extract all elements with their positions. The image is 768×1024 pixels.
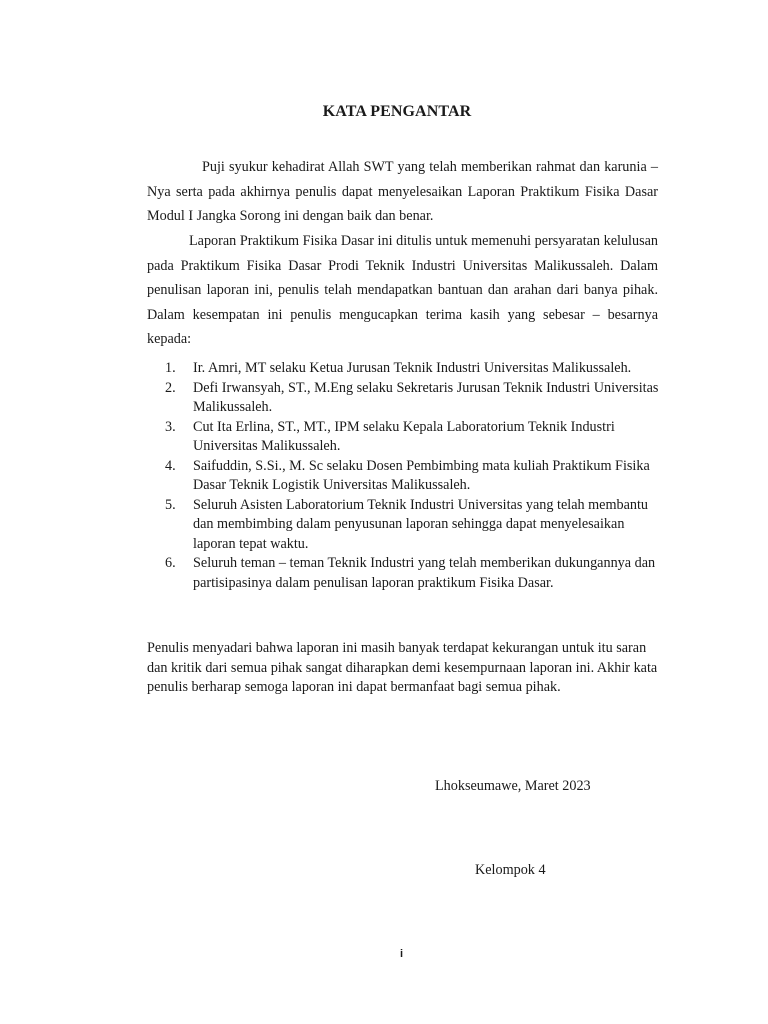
list-item-text: Ir. Amri, MT selaku Ketua Jurusan Teknik Industri Universitas Malikussaleh. — [193, 360, 632, 376]
acknowledgement-list — [165, 359, 665, 593]
list-item-number: 5. — [165, 496, 176, 513]
list-item-text: Seluruh teman – teman Teknik Industri yang telah memberikan dukungannya dan partisipasinya dalam penulisan laporan praktikum Fisika Dasar. — [193, 555, 656, 591]
list-item-text: Saifuddin, S.Si., M. Sc selaku Dosen Pembimbing mata kuliah Praktikum Fisika Dasar Teknik Logistik Universitas Malikussaleh. — [193, 457, 650, 493]
list-item — [165, 554, 665, 593]
list-item-number: 1. — [165, 360, 176, 376]
place-date: Lhokseumawe, Maret 2023 — [435, 778, 591, 794]
paragraph-intro: Puji syukur kehadirat Allah SWT yang telah memberikan rahmat dan karunia – Nya serta pada akhirnya penulis dapat menyelesaikan Laporan Praktikum Fisika Dasar Modul I Jangka Sorong ini dengan baik dan benar. — [147, 159, 658, 224]
page-number: i — [400, 948, 404, 960]
list-item — [165, 496, 665, 555]
list-item-text: Cut Ita Erlina, ST., MT., IPM selaku Kepala Laboratorium Teknik Industri Universitas Malikussaleh. — [193, 418, 615, 454]
signer-name: Kelompok 4 — [475, 862, 546, 878]
paragraph-purpose: Laporan Praktikum Fisika Dasar ini ditulis untuk memenuhi persyaratan kelulusan pada Praktikum Fisika Dasar Prodi Teknik Industri Universitas Malikussaleh. Dalam penulisan laporan ini, penulis telah mendapatkan bantuan dan arahan dari banya pihak. Dalam kesempatan ini penulis mengucapkan terima kasih yang sebesar – besarnya kepada: — [147, 233, 658, 347]
page-title — [0, 103, 768, 121]
list-item-text: Defi Irwansyah, ST., M.Eng selaku Sekretaris Jurusan Teknik Industri Universitas Malikussaleh. — [193, 379, 659, 415]
list-item — [165, 379, 665, 418]
list-item — [165, 359, 665, 379]
list-item-number: 6. — [165, 555, 176, 571]
page-title-text: KATA PENGANTAR — [322, 103, 472, 120]
paragraph-closing: Penulis menyadari bahwa laporan ini masih banyak terdapat kekurangan untuk itu saran dan kritik dari semua pihak sangat diharapkan demi kesempurnaan laporan ini. Akhir kata penulis berharap semoga laporan ini dapat bermanfaat bagi semua pihak. — [147, 640, 658, 695]
list-item — [165, 457, 665, 496]
list-item-number: 2. — [165, 379, 176, 396]
list-item-text: Seluruh Asisten Laboratorium Teknik Industri Universitas yang telah membantu dan membimbing dalam penyusunan laporan sehingga dapat menyelesaikan laporan tepat waktu. — [193, 496, 649, 552]
list-item-number: 4. — [165, 457, 176, 474]
list-item-number: 3. — [165, 418, 176, 435]
list-item — [165, 418, 665, 457]
